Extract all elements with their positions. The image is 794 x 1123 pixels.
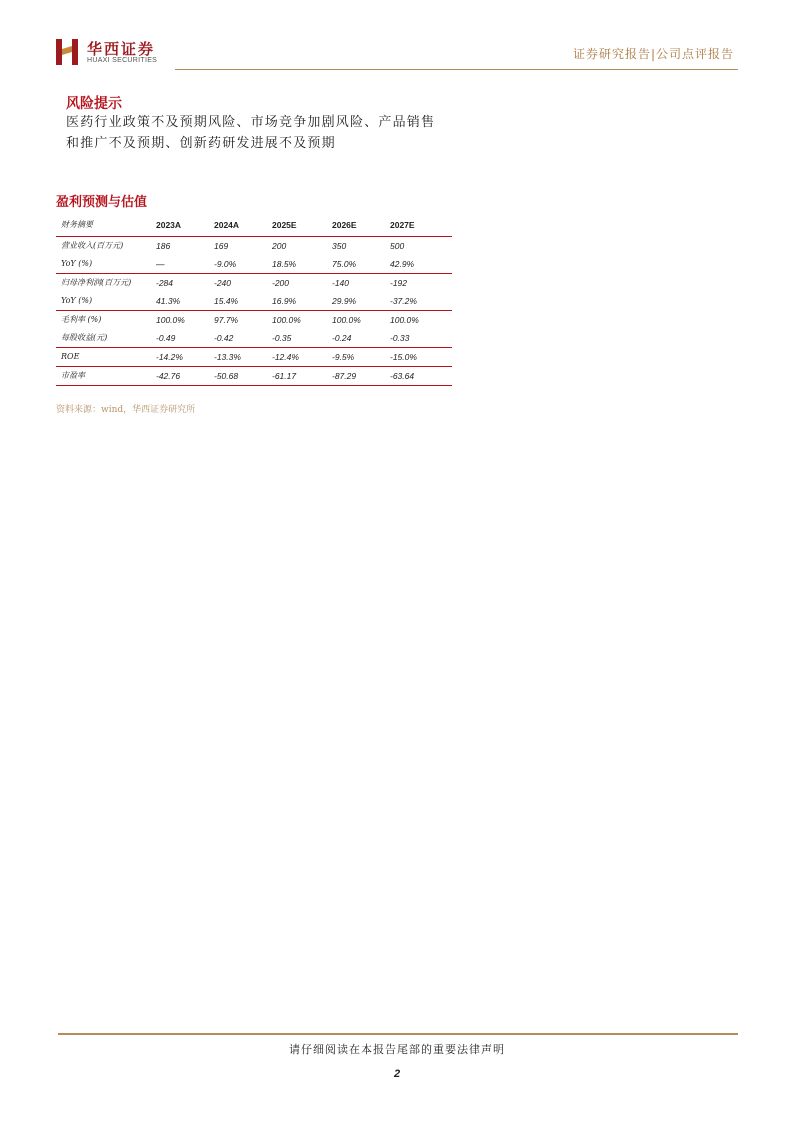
row-label: 市盈率 <box>56 367 156 386</box>
header-cell: 2026E <box>332 214 390 237</box>
risk-section-title: 风险提示 <box>66 96 122 112</box>
table-cell: -0.49 <box>156 329 214 348</box>
table-cell: 18.5% <box>272 255 332 274</box>
table-cell: 15.4% <box>214 292 272 311</box>
table-source-note: 资料来源：wind，华西证券研究所 <box>56 405 196 415</box>
table-cell: — <box>156 255 214 274</box>
table-row <box>56 255 452 274</box>
table-row <box>56 237 452 256</box>
table-cell: -63.64 <box>390 367 452 386</box>
logo-text-cn: 华西证券 <box>87 40 156 58</box>
table-row <box>56 274 452 293</box>
table-cell: -14.2% <box>156 348 214 367</box>
row-label: 每股收益(元) <box>56 329 156 348</box>
table-title: 盈利预测与估值 <box>56 195 148 210</box>
row-label: YoY (%) <box>56 255 156 274</box>
header-divider <box>175 69 738 70</box>
table-cell: 42.9% <box>390 255 452 274</box>
table-cell: 100.0% <box>390 315 419 325</box>
header-cell: 2025E <box>272 214 332 237</box>
table-header-row <box>56 214 452 237</box>
table-cell: -0.33 <box>390 329 452 348</box>
table-cell: 41.3% <box>156 292 214 311</box>
table-cell: 75.0% <box>332 255 390 274</box>
table-cell: 29.9% <box>332 292 390 311</box>
row-label: YoY (%) <box>56 292 156 311</box>
table-cell: 169 <box>214 241 229 251</box>
table-row <box>56 292 452 311</box>
table-row <box>56 329 452 348</box>
row-label: ROE <box>56 348 156 367</box>
table-cell: -15.0% <box>390 348 452 367</box>
table-cell: -9.5% <box>332 348 390 367</box>
table-cell: 97.7% <box>214 315 239 325</box>
table-cell: -0.42 <box>214 329 272 348</box>
table-cell: 16.9% <box>272 292 332 311</box>
table-row <box>56 348 452 367</box>
footer-disclaimer: 请仔细阅读在本报告尾部的重要法律声明 <box>289 1043 505 1056</box>
table-row <box>56 367 452 386</box>
logo-text-en: HUAXI SECURITIES <box>87 57 158 64</box>
table-cell: -0.24 <box>332 329 390 348</box>
row-label: 毛利率 (%) <box>61 315 102 324</box>
table-cell: -13.3% <box>214 348 272 367</box>
table-cell: -42.76 <box>156 367 214 386</box>
table-cell: 186 <box>156 241 171 251</box>
table-cell: 350 <box>332 241 347 251</box>
table-cell: -37.2% <box>390 292 452 311</box>
table-cell: 100.0% <box>272 315 301 325</box>
table-cell: -140 <box>332 278 350 288</box>
table-cell: -50.68 <box>214 367 272 386</box>
company-logo <box>56 37 166 71</box>
row-label: 营业收入(百万元) <box>61 241 124 250</box>
page-number: 2 <box>393 1068 401 1080</box>
financial-summary-table <box>56 214 452 386</box>
table-cell: -0.35 <box>272 329 332 348</box>
header-cell: 2027E <box>390 214 452 237</box>
header-cell: 2023A <box>156 214 214 237</box>
table-cell: 500 <box>390 241 405 251</box>
table-cell: -240 <box>214 278 232 288</box>
header-cell: 2024A <box>214 214 272 237</box>
table-cell: -9.0% <box>214 255 272 274</box>
risk-section-body: 医药行业政策不及预期风险、市场竞争加剧风险、产品销售和推广不及预期、创新药研发进展不及预期 <box>66 115 436 151</box>
table-cell: -12.4% <box>272 348 332 367</box>
header-cell: 财务摘要 <box>56 214 156 237</box>
row-label: 归母净利润(百万元) <box>61 278 132 287</box>
table-cell: -87.29 <box>332 367 390 386</box>
table-cell: 200 <box>272 241 287 251</box>
table-cell: -200 <box>272 278 290 288</box>
report-type-label: 证券研究报告|公司点评报告 <box>572 47 734 61</box>
table-cell: -192 <box>390 278 408 288</box>
huaxi-logo-icon <box>56 37 80 67</box>
table-cell: -61.17 <box>272 367 332 386</box>
table-cell: 100.0% <box>156 315 185 325</box>
table-cell: -284 <box>156 278 174 288</box>
footer-divider <box>58 1033 738 1035</box>
table-cell: 100.0% <box>332 315 361 325</box>
table-row <box>56 311 452 330</box>
